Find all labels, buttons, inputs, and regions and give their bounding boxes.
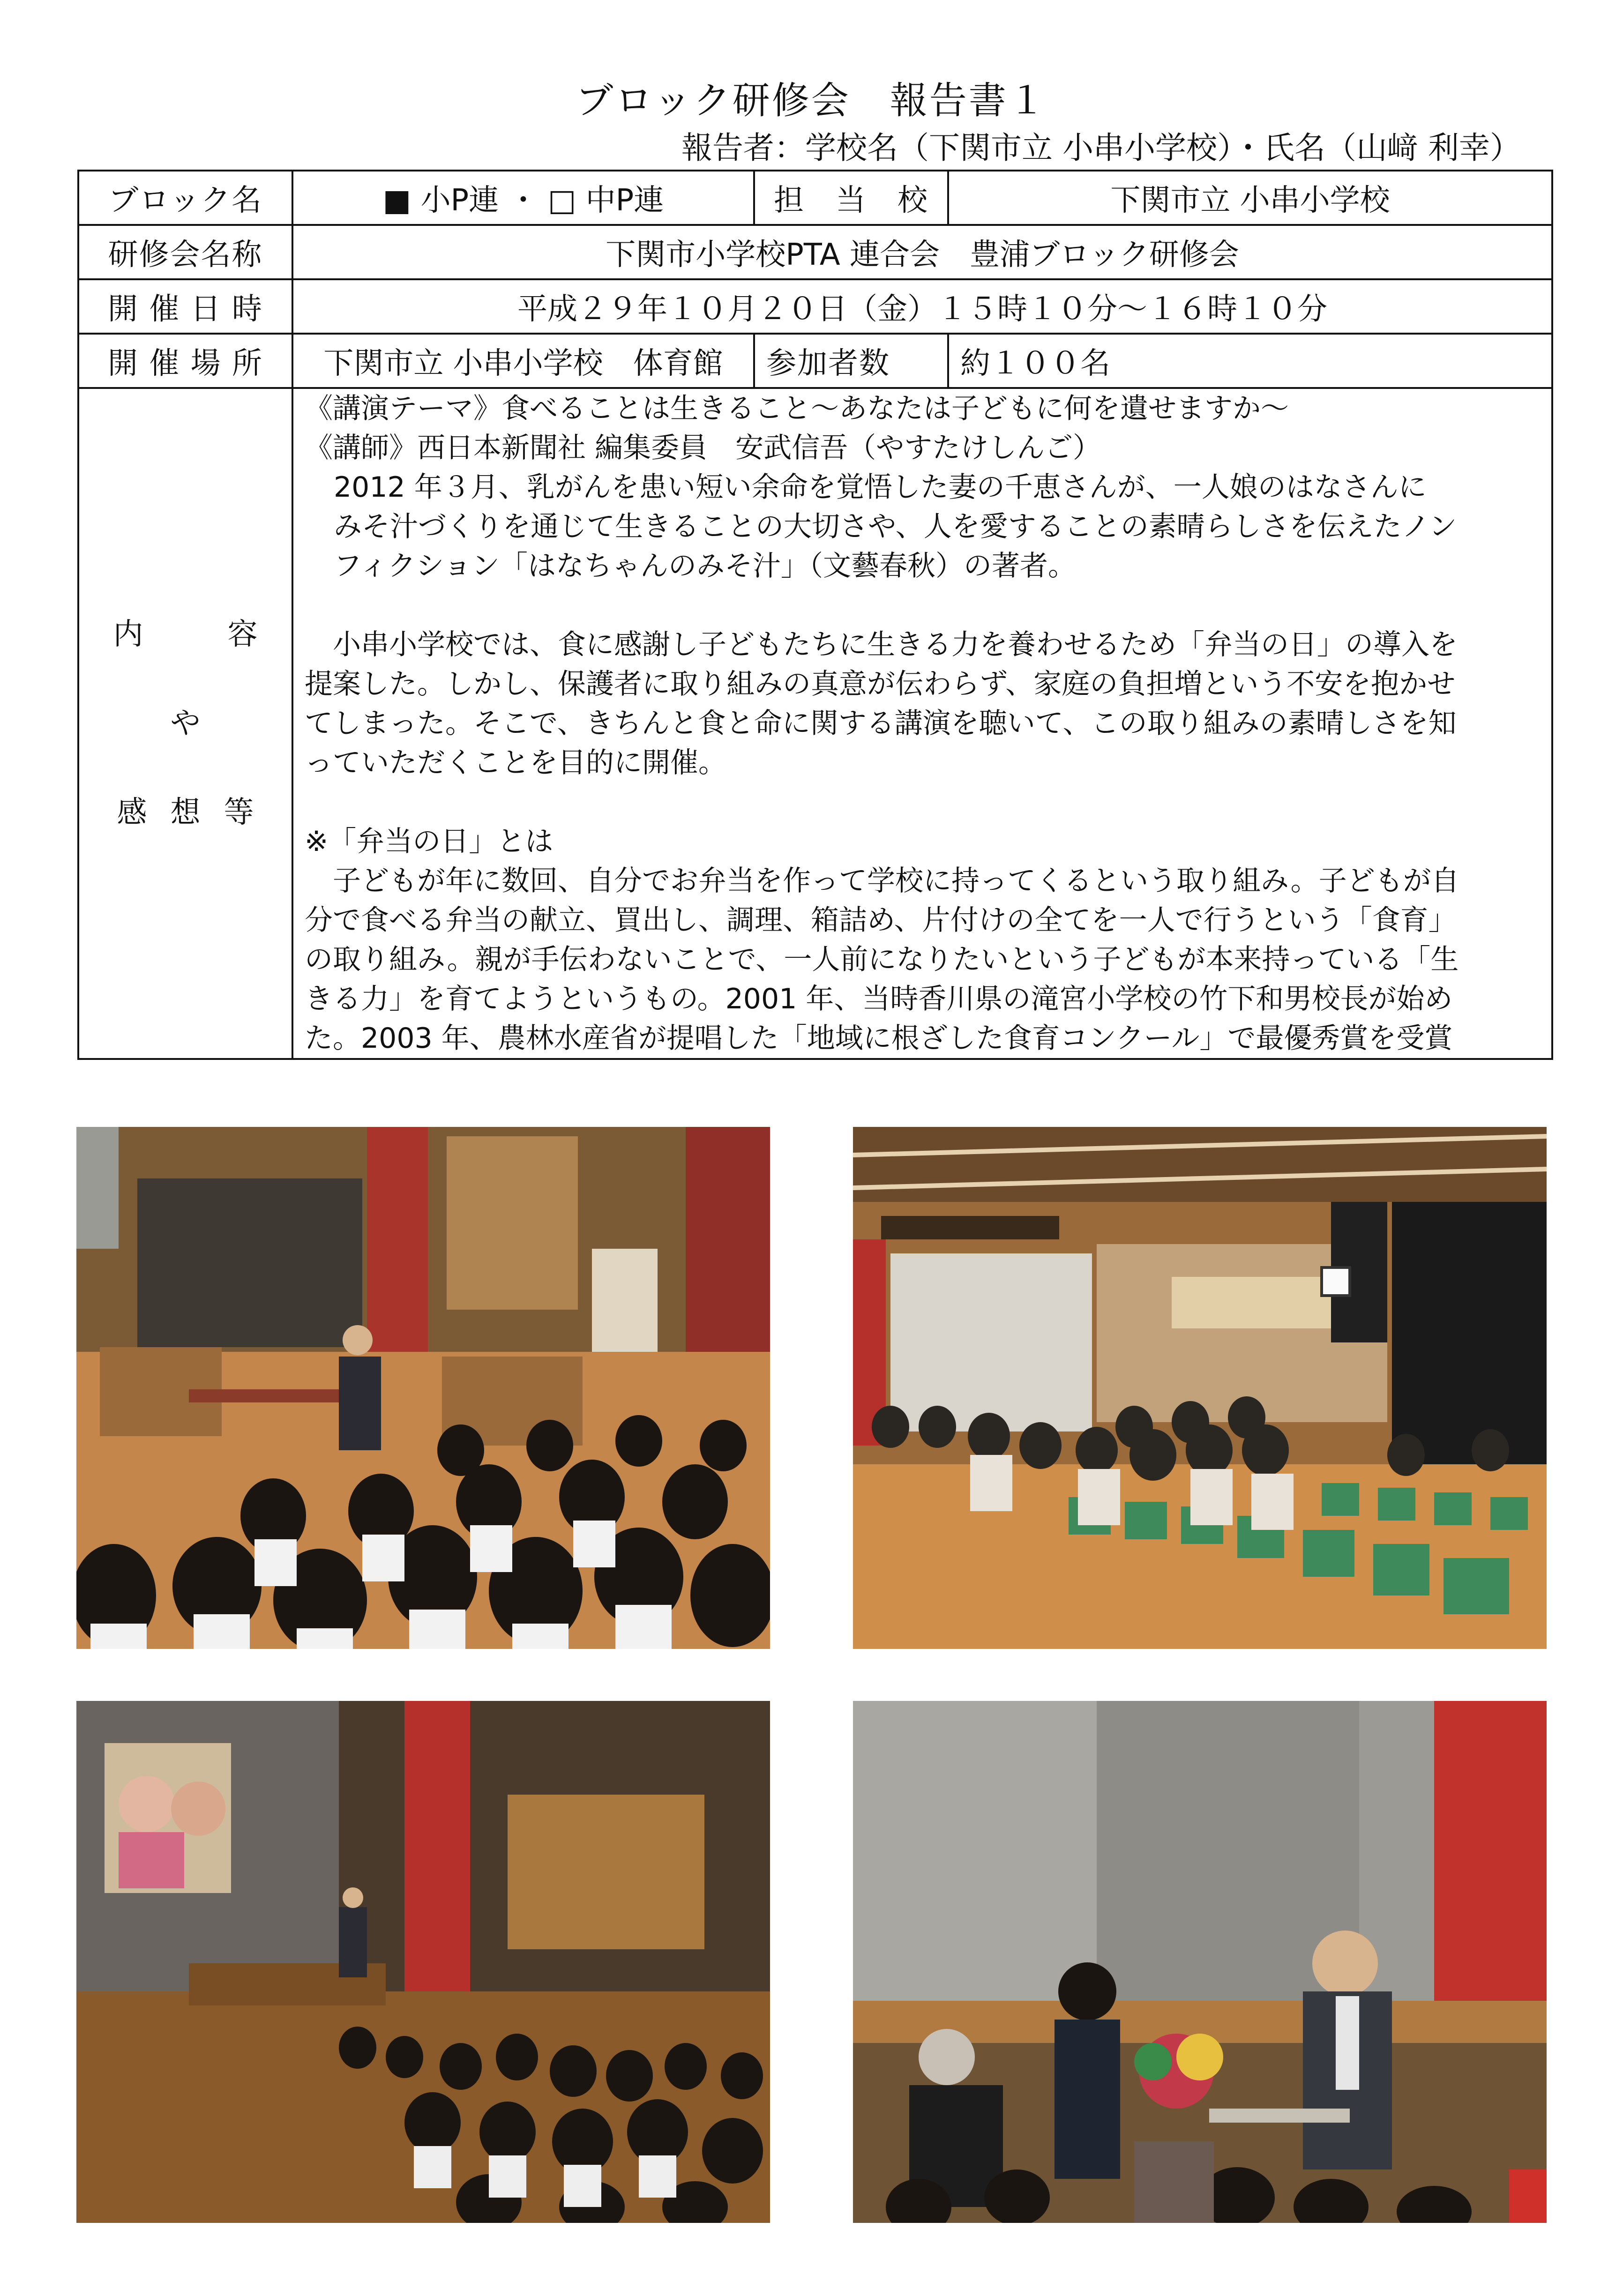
content-label <box>78 388 292 1059</box>
content-label-char: 内 <box>113 617 143 652</box>
photo-slide-presentation <box>76 1701 770 2223</box>
content-body <box>292 388 1552 1059</box>
content-line: きる力」を育てようというもの。2001 年、当時香川県の滝宮小学校の竹下和男校長が始め <box>305 983 1453 1015</box>
photo-flower-presentation <box>853 1701 1547 2223</box>
content-label-char: 等 <box>224 795 254 830</box>
content-label-line1 <box>90 590 280 679</box>
content-label-char: 感 <box>117 795 147 830</box>
content-line: 子どもが年に数回、自分でお弁当を作って学校に持ってくるという取り組み。子どもが自 <box>305 865 1459 897</box>
seminar-name-label: 研修会名称 <box>78 225 292 279</box>
document-title: ブロック研修会 報告書１ <box>576 79 1047 122</box>
content-label-char: や <box>170 706 201 741</box>
content-line: 2012 年３月、乳がんを患い短い余命を覚悟した妻の千恵さんが、一人娘のはなさんに <box>334 471 1427 504</box>
content-line: 分で食べる弁当の献立、買出し、調理、箱詰め、片付けの全てを一人で行うという「食育」 <box>305 904 1457 937</box>
school-label: 担 当 校 <box>754 171 948 225</box>
attendees-label: 参加者数 <box>754 334 948 388</box>
content-line: 《講師》西日本新聞社 編集委員 安武信吾（やすたけしんご） <box>305 432 1101 464</box>
content-line: てしまった。そこで、きちんと食と命に関する講演を聴いて、この取り組みの素晴しさを知 <box>305 707 1457 740</box>
place-label: 開 催 場 所 <box>78 334 292 388</box>
seminar-name-value: 下関市小学校PTA 連合会 豊浦ブロック研修会 <box>292 225 1552 279</box>
place-row <box>78 334 1552 388</box>
content-row <box>78 388 1552 1059</box>
report-table <box>77 170 1553 1060</box>
content-label-char: 容 <box>227 617 258 652</box>
content-line: 《講演テーマ》食べることは生きること～あなたは子どもに何を遺せますか～ <box>305 392 1289 425</box>
photo-lecture-students <box>76 1127 770 1649</box>
photo-gymnasium-audience <box>853 1127 1547 1649</box>
content-label-line3 <box>90 768 280 857</box>
date-row <box>78 279 1552 334</box>
block-row <box>78 171 1552 225</box>
content-line: っていただくことを目的に開催。 <box>305 746 726 779</box>
content-line: みそ汁づくりを通じて生きることの大切さや、人を愛することの素晴らしさを伝えたノン <box>334 510 1457 543</box>
content-line: た。2003 年、農林水産省が提唱した「地域に根ざした食育コンクール」で最優秀賞を受賞 <box>305 1022 1453 1055</box>
block-label: ブロック名 <box>78 171 292 225</box>
school-value: 下関市立 小串小学校 <box>948 171 1552 225</box>
content-line: の取り組み。親が手伝わないことで、一人前になりたいという子どもが本来持っている「生 <box>305 943 1459 976</box>
content-line: ※「弁当の日」とは <box>305 825 553 858</box>
content-line: 小串小学校では、食に感謝し子どもたちに生きる力を養わせるため「弁当の日」の導入を <box>305 628 1458 661</box>
reporter-line: 報告者：学校名（下関市立 小串小学校）・氏名（山﨑 利幸） <box>681 130 1521 166</box>
name-row <box>78 225 1552 279</box>
content-line: 提案した。しかし、保護者に取り組みの真意が伝わらず、家庭の負担増という不安を抱かせ <box>305 668 1456 701</box>
content-label-char: 想 <box>170 795 201 830</box>
content-label-line2 <box>90 679 280 768</box>
place-value: 下関市立 小串小学校 体育館 <box>292 334 754 388</box>
attendees-value: 約１００名 <box>948 334 1552 388</box>
block-value: ■ 小P連 ・ □ 中P連 <box>292 171 754 225</box>
content-line: フィクション「はなちゃんのみそ汁」（文藝春秋）の著者。 <box>334 550 1076 582</box>
date-label: 開 催 日 時 <box>78 279 292 334</box>
date-value: 平成２９年１０月２０日（金）１５時１０分～１６時１０分 <box>292 279 1552 334</box>
